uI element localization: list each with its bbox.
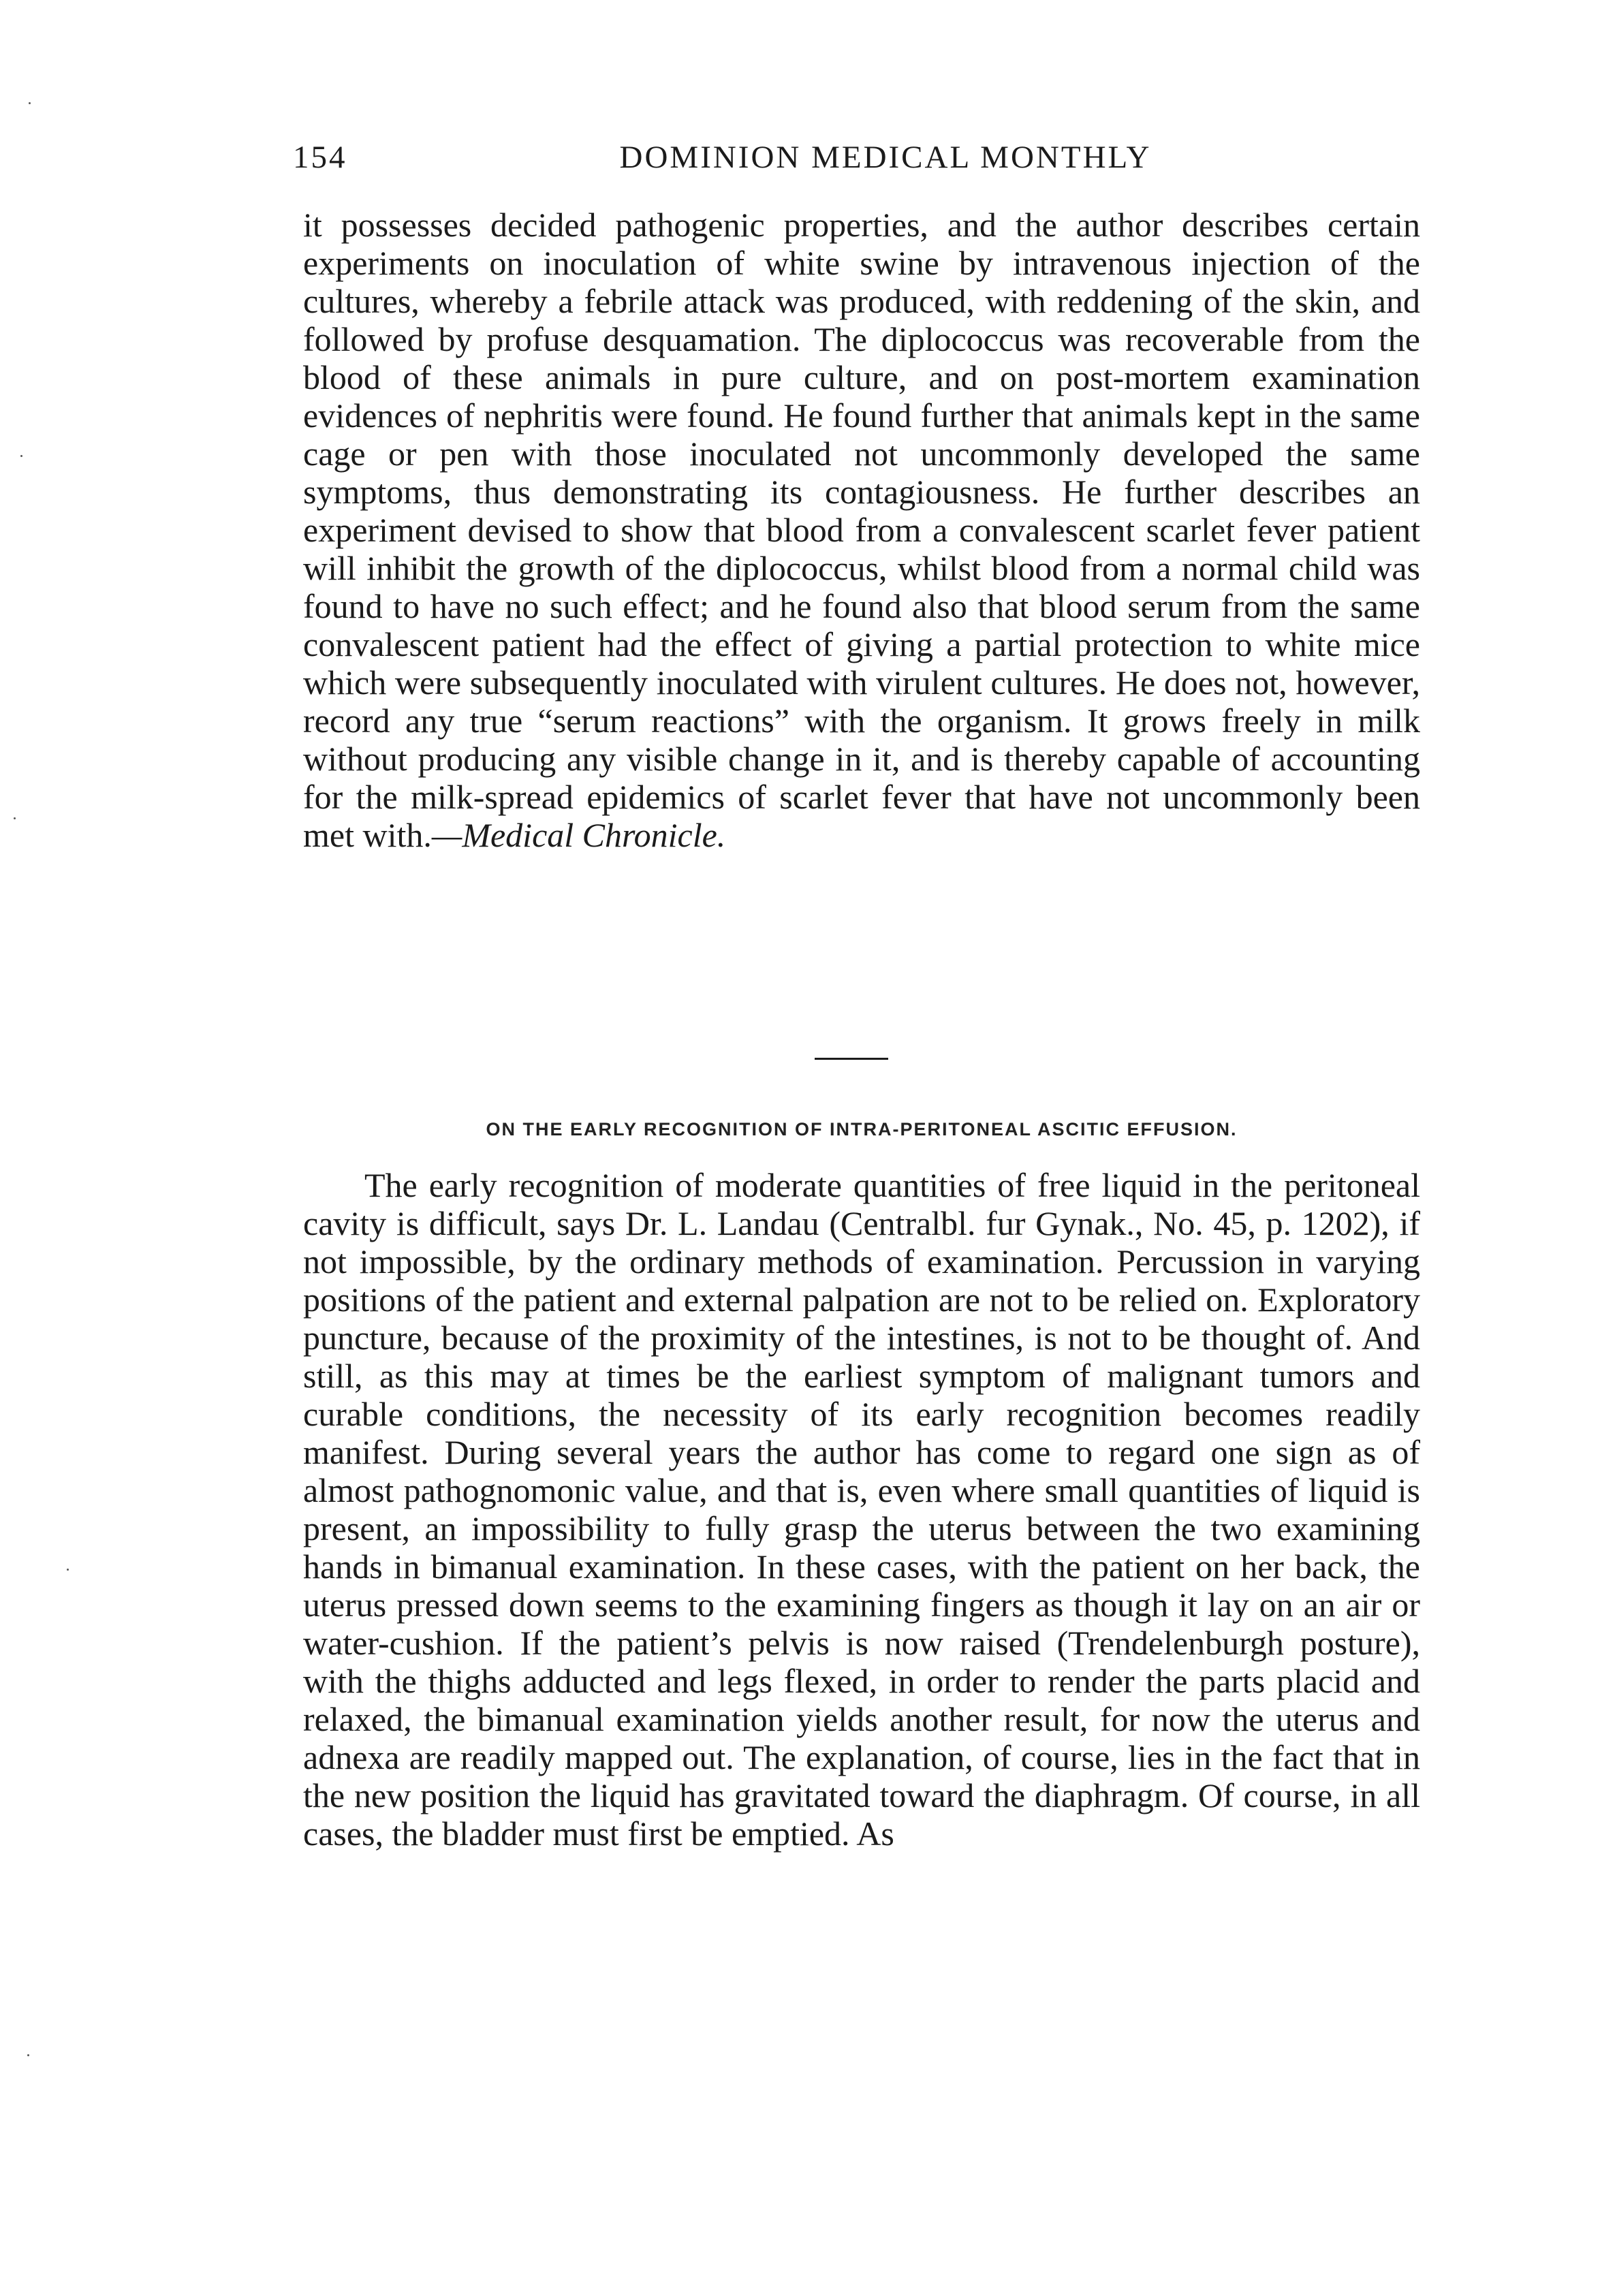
article-source: —Medical Chronicle.: [431, 816, 726, 854]
article-paragraph: [303, 206, 1420, 854]
scan-speck: [27, 2054, 29, 2056]
scan-speck: [29, 102, 31, 104]
section-separator: [815, 1058, 888, 1060]
article-text: it possesses decided pathogenic properties, and the author describes certain experiments on inoculation of white swine by intravenous injection of the cultures, whereby a febrile attack was produced, with reddening of the skin, and followed by profuse desquamation. The diplococcus was recoverable from the blood of these animals in pure culture, and on post-mortem examination evidences of nephritis were found. He found further that animals kept in the same cage or pen with those inoculated not uncommonly developed the same symptoms, thus demonstrating its contagiousness. He further describes an experiment devised to show that blood from a convalescent scarlet fever patient will inhibit the growth of the diplococcus, whilst blood from a normal child was found to have no such effect; and he found also that blood serum from the same convalescent patient had the effect of giving a partial protection to white mice which were subsequently inoculated with virulent cultures. He does not, however, record any true “serum reactions” with the organism. It grows freely in milk without producing any visible change in it, and is thereby capable of accounting for the milk-spread epidemics of scarlet fever that have not uncommonly been met with.: [303, 206, 1420, 854]
section-body: [303, 1166, 1420, 1853]
scan-speck: [20, 455, 22, 457]
page-number: 154: [293, 140, 347, 175]
section-paragraph: The early recognition of moderate quantities of free liquid in the peritoneal cavity is difficult, says Dr. L. Landau (Centralbl. fur Gynak., No. 45, p. 1202), if not impossible, by the ordinary methods of examination. Percussion in varying positions of the patient and external palpation are not to be relied on. Exploratory puncture, because of the proximity of the intestines, is not to be thought of. And still, as this may at times be the earliest symptom of malignant tumors and curable conditions, the necessity of its early recognition becomes readily manifest. During several years the author has come to regard one sign as of almost pathognomonic value, and that is, even where small quantities of liquid is present, an impossibility to fully grasp the uterus between the two examining hands in bimanual examination. In these cases, with the patient on her back, the uterus pressed down seems to the examining fingers as though it lay on an air or water-cushion. If the patient’s pelvis is now raised (Trendelenburgh posture), with the thighs adducted and legs flexed, in order to render the parts placid and relaxed, the bimanual examination yields another result, for now the uterus and adnexa are readily mapped out. The explanation, of course, lies in the fact that in the new position the liquid has gravitated toward the diaphragm. Of course, in all cases, the bladder must first be emptied. As: [303, 1166, 1420, 1853]
running-head: [293, 133, 1437, 181]
scan-speck: [14, 817, 16, 819]
journal-title: DOMINION MEDICAL MONTHLY: [619, 140, 1152, 175]
scan-speck: [67, 1569, 69, 1571]
section-heading: ON THE EARLY RECOGNITION OF INTRA-PERITONEAL ASCITIC EFFUSION.: [486, 1119, 1238, 1139]
article-continuation: [303, 206, 1420, 854]
